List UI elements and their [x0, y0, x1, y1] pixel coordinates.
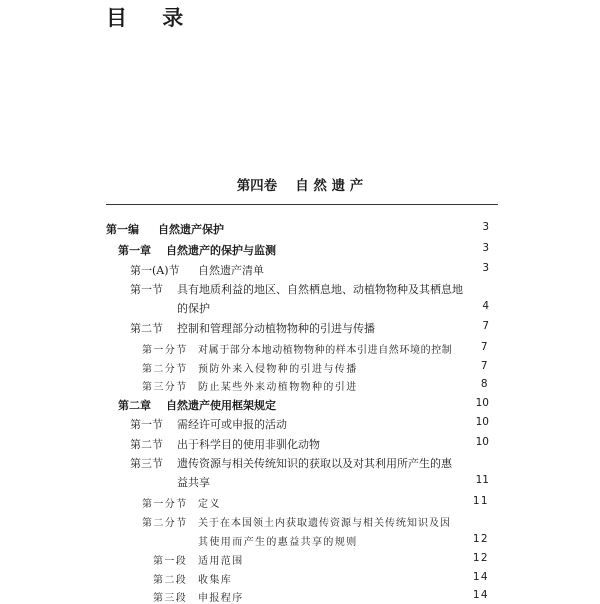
toc-entry-page: 14 — [472, 589, 489, 601]
toc-entry-title: 控制和管理部分动植物物种的引进与传播 — [177, 322, 375, 335]
toc-entry-title: 遗传资源与相关传统知识的获取以及对其利用所产生的惠 — [177, 457, 452, 470]
toc-entry-page: 3 — [482, 242, 489, 254]
toc-entry-title-continued: 的保护 — [177, 302, 210, 315]
toc-entry-label: 第二段 — [153, 575, 188, 586]
toc-entry-label: 第二分节 — [142, 518, 188, 529]
toc-entry-title: 出于科学目的使用非驯化动物 — [177, 438, 320, 451]
toc-entry-page: 11 — [475, 474, 489, 486]
toc-entry-label: 第二节 — [130, 322, 163, 335]
toc-entry-label: 第一节 — [130, 283, 163, 296]
toc-entry-page: 3 — [482, 262, 489, 274]
toc-entry-label: 第一(A)节 — [130, 264, 180, 277]
toc-entry-label: 第二分节 — [142, 364, 188, 375]
toc-entry-label: 第三段 — [153, 593, 188, 604]
toc-entry-title: 关于在本国领土内获取遗传资源与相关传统知识及因 — [198, 518, 451, 529]
toc-entry-page: 8 — [480, 378, 489, 390]
toc-entry-title: 需经许可或申报的活动 — [177, 418, 287, 431]
toc-entry-title: 收集库 — [198, 575, 233, 586]
toc-entry-label: 第一分节 — [142, 499, 188, 510]
toc-entry-page: 7 — [482, 320, 489, 332]
toc-entry-title: 防止某些外来动植物物种的引进 — [198, 382, 358, 393]
toc-entry-title: 自然遗产清单 — [198, 264, 264, 277]
toc-entry-page: 4 — [482, 300, 489, 312]
toc-entry-page: 7 — [480, 360, 489, 372]
toc-entry-page: 14 — [472, 571, 489, 583]
toc-entry-title: 自然遗产使用框架规定 — [166, 399, 276, 412]
toc-entry-title: 申报程序 — [198, 593, 244, 604]
toc-entry-label: 第一节 — [130, 418, 163, 431]
toc-entry-title: 自然遗产的保护与监测 — [166, 244, 276, 257]
toc-entry-label: 第一分节 — [142, 345, 188, 356]
page-title: 目 录 — [106, 6, 198, 30]
volume-label: 第四卷 — [236, 178, 278, 194]
toc-entry-page: 12 — [472, 552, 489, 564]
toc-entry-label: 第一章 — [118, 244, 151, 257]
toc-entry-page: 10 — [475, 416, 489, 428]
toc-entry-page: 12 — [472, 533, 489, 545]
toc-entry-label: 第二节 — [130, 438, 163, 451]
toc-entry-label: 第三分节 — [142, 382, 188, 393]
toc-entry-page: 3 — [482, 221, 489, 233]
toc-entry-title: 自然遗产保护 — [158, 223, 224, 236]
volume-title: 自 然 遗 产 — [295, 178, 364, 194]
toc-entry-title-continued: 益共享 — [177, 476, 210, 489]
toc-entry-title: 定义 — [198, 499, 221, 510]
toc-entry-title: 适用范围 — [198, 556, 244, 567]
toc-entry-label: 第三节 — [130, 457, 163, 470]
toc-entry-title: 对属于部分本地动植物物种的样本引进自然环境的控制 — [198, 345, 453, 356]
toc-entry-label: 第二章 — [118, 399, 151, 412]
toc-entry-page: 7 — [480, 341, 489, 353]
toc-entry-page: 10 — [475, 436, 489, 448]
toc-entry-label: 第一编 — [106, 223, 139, 236]
toc-entry-label: 第一段 — [153, 556, 188, 567]
toc-entry-page: 11 — [472, 495, 489, 507]
toc-entry-title-continued: 其使用而产生的惠益共享的规则 — [198, 537, 358, 548]
toc-entry-title: 预防外来入侵物种的引进与传播 — [198, 364, 358, 375]
toc-entry-page: 10 — [475, 397, 489, 409]
toc-entry-title: 具有地质利益的地区、自然栖息地、动植物物种及其栖息地 — [177, 283, 463, 296]
